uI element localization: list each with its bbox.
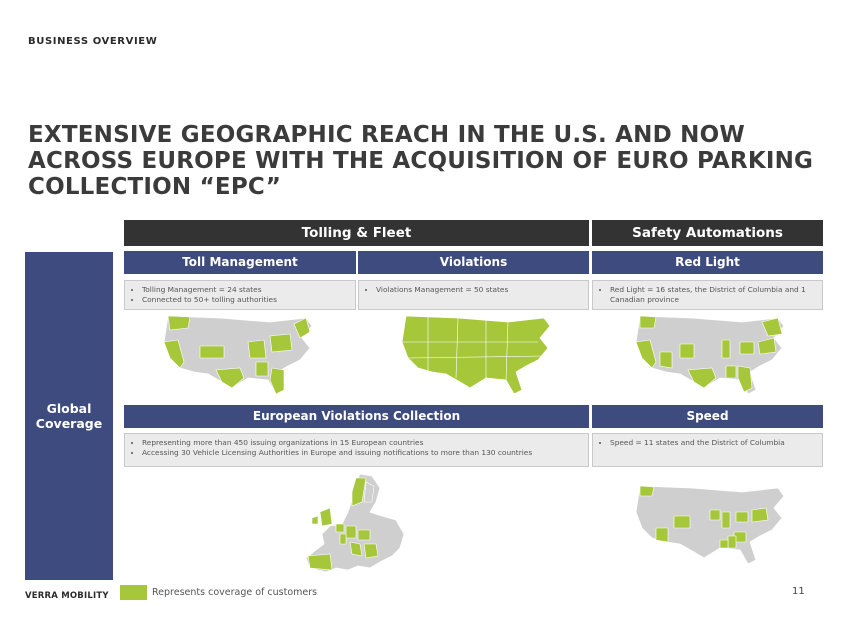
group-header-tolling: Tolling & Fleet <box>124 220 589 246</box>
toll-bullet-2: • Connected to 50+ tolling authorities <box>142 295 349 305</box>
toll-description <box>124 280 356 310</box>
column-header-speed: Speed <box>592 405 823 428</box>
row-label-global-coverage <box>25 252 113 580</box>
column-header-toll-management: Toll Management <box>124 251 356 274</box>
violations-description <box>358 280 589 310</box>
legend-swatch <box>120 585 147 600</box>
red-light-us-map <box>632 312 792 400</box>
european-description <box>124 433 589 467</box>
speed-bullet-1: • Speed = 11 states and the District of Columbia <box>610 438 816 448</box>
speed-description <box>592 433 823 467</box>
european-bullet-1: • Representing more than 450 issuing organizations in 15 European countries <box>142 438 582 448</box>
section-label: BUSINESS OVERVIEW <box>28 36 158 47</box>
page-title: EXTENSIVE GEOGRAPHIC REACH IN THE U.S. AND NOW ACROSS EUROPE WITH THE ACQUISITION OF EURO PARKING COLLECTION “EPC” <box>28 122 814 200</box>
page-number: 11 <box>792 586 805 597</box>
red-light-description <box>592 280 823 310</box>
legend-text: Represents coverage of customers <box>152 587 318 598</box>
column-header-red-light: Red Light <box>592 251 823 274</box>
violations-bullet-1: • Violations Management = 50 states <box>376 285 582 295</box>
column-header-violations: Violations <box>358 251 589 274</box>
violations-us-map <box>398 312 558 400</box>
toll-us-map <box>160 312 320 400</box>
european-bullet-2: • Accessing 30 Vehicle Licensing Authorities in Europe and issuing notifications to more than 130 countries <box>142 448 582 458</box>
group-header-safety: Safety Automations <box>592 220 823 246</box>
toll-bullet-1: • Tolling Management = 24 states <box>142 285 349 295</box>
row-label-line-1: Global <box>46 401 92 416</box>
footer-brand: VERRA MOBILITY <box>25 591 109 601</box>
row-label-line-2: Coverage <box>35 416 103 431</box>
speed-us-map <box>632 482 792 570</box>
red-light-bullet-1: • Red Light = 16 states, the District of Columbia and 1 Canadian province <box>610 285 816 305</box>
europe-map <box>300 472 420 582</box>
column-header-european-violations: European Violations Collection <box>124 405 589 428</box>
